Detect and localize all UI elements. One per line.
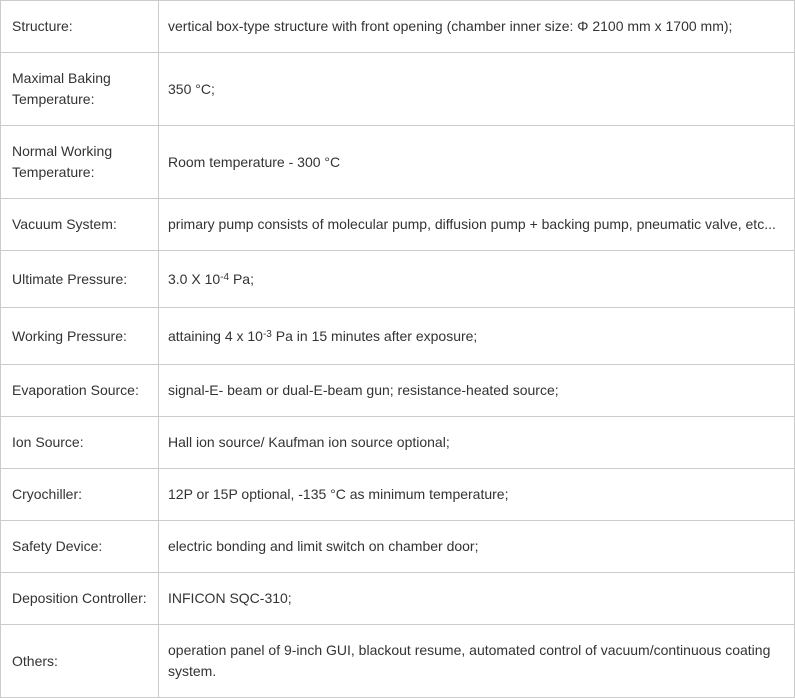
spec-value-unit: Pa in 15 minutes after exposure;	[271, 327, 478, 344]
exponent: -4	[220, 271, 230, 283]
table-row	[1, 365, 795, 417]
spec-value: 350 °C;	[159, 53, 795, 126]
spec-value-text: 3.0 X 10	[168, 270, 221, 287]
spec-value: signal-E- beam or dual-E-beam gun; resistance-heated source;	[159, 365, 795, 417]
table-row	[1, 308, 795, 365]
spec-label: Structure:	[1, 1, 159, 53]
spec-value: 12P or 15P optional, -135 °C as minimum temperature;	[159, 469, 795, 521]
table-row	[1, 573, 795, 625]
spec-value: INFICON SQC-310;	[159, 573, 795, 625]
table-row	[1, 417, 795, 469]
spec-value: Hall ion source/ Kaufman ion source optional;	[159, 417, 795, 469]
spec-value	[159, 308, 795, 365]
spec-value: primary pump consists of molecular pump, diffusion pump + backing pump, pneumatic valve, etc...	[159, 199, 795, 251]
spec-label: Working Pressure:	[1, 308, 159, 365]
table-row	[1, 126, 795, 199]
spec-label: Normal Working Temperature:	[1, 126, 159, 199]
spec-value: Room temperature - 300 °C	[159, 126, 795, 199]
spec-value	[159, 251, 795, 308]
table-row	[1, 53, 795, 126]
spec-label: Ion Source:	[1, 417, 159, 469]
table-row	[1, 469, 795, 521]
spec-label: Vacuum System:	[1, 199, 159, 251]
table-row	[1, 251, 795, 308]
table-row	[1, 625, 795, 698]
exponent: -3	[262, 328, 272, 340]
spec-value-unit: Pa;	[229, 270, 254, 287]
spec-label: Deposition Controller:	[1, 573, 159, 625]
spec-label: Evaporation Source:	[1, 365, 159, 417]
table-row	[1, 199, 795, 251]
spec-value: vertical box-type structure with front opening (chamber inner size: Φ 2100 mm x 1700 mm);	[159, 1, 795, 53]
table-row	[1, 521, 795, 573]
spec-label: Ultimate Pressure:	[1, 251, 159, 308]
spec-label: Others:	[1, 625, 159, 698]
spec-label: Maximal Baking Temperature:	[1, 53, 159, 126]
spec-label: Cryochiller:	[1, 469, 159, 521]
spec-value: operation panel of 9-inch GUI, blackout resume, automated control of vacuum/continuous coating system.	[159, 625, 795, 698]
spec-label: Safety Device:	[1, 521, 159, 573]
spec-value: electric bonding and limit switch on chamber door;	[159, 521, 795, 573]
table-row	[1, 1, 795, 53]
spec-value-text: attaining 4 x 10	[168, 327, 263, 344]
